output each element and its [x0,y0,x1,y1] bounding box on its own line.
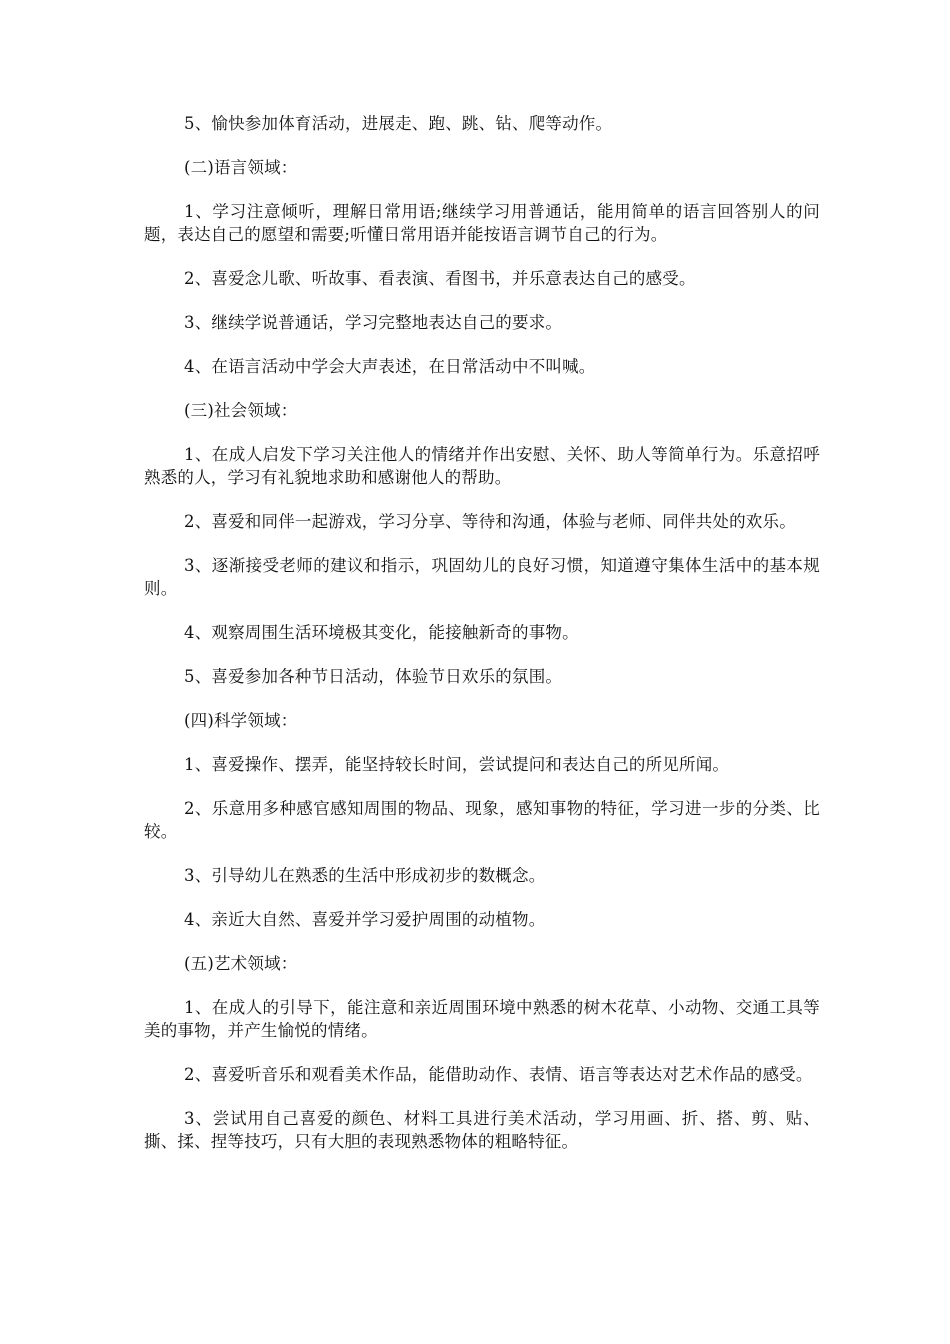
paragraph-social-item-1: 1、在成人启发下学习关注他人的情绪并作出安慰、关怀、助人等简单行为。乐意招呼熟悉的人，学习有礼貌地求助和感谢他人的帮助。 [144,445,820,487]
paragraph-art-item-3: 3、尝试用自己喜爱的颜色、材料工具进行美术活动，学习用画、折、搭、剪、贴、撕、揉、捏等技巧，只有大胆的表现熟悉物体的粗略特征。 [144,1109,820,1151]
section-heading-language: (二)语言领域： [184,158,298,177]
paragraph-pe-item-5: 5、愉快参加体育活动，进展走、跑、跳、钻、爬等动作。 [184,114,613,133]
paragraph-language-item-3: 3、继续学说普通话，学习完整地表达自己的要求。 [184,313,563,332]
paragraph-science-item-3: 3、引导幼儿在熟悉的生活中形成初步的数概念。 [184,866,546,885]
section-heading-science: (四)科学领域： [184,711,298,730]
paragraph-science-item-1: 1、喜爱操作、摆弄，能坚持较长时间，尝试提问和表达自己的所见所闻。 [184,755,730,774]
paragraph-language-item-2: 2、喜爱念儿歌、听故事、看表演、看图书，并乐意表达自己的感受。 [184,269,696,288]
paragraph-social-item-5: 5、喜爱参加各种节日活动，体验节日欢乐的氛围。 [184,667,563,686]
paragraph-art-item-1: 1、在成人的引导下，能注意和亲近周围环境中熟悉的树木花草、小动物、交通工具等美的事物，并产生愉悦的情绪。 [144,998,820,1040]
paragraph-social-item-4: 4、观察周围生活环境极其变化，能接触新奇的事物。 [184,623,579,642]
paragraph-language-item-4: 4、在语言活动中学会大声表述，在日常活动中不叫喊。 [184,357,596,376]
paragraph-language-item-1: 1、学习注意倾听，理解日常用语;继续学习用普通话，能用简单的语言回答别人的问题，表达自己的愿望和需要;听懂日常用语并能按语言调节自己的行为。 [144,202,820,244]
section-heading-social: (三)社会领域： [184,401,298,420]
paragraph-social-item-3: 3、逐渐接受老师的建议和指示，巩固幼儿的良好习惯，知道遵守集体生活中的基本规则。 [144,556,820,598]
paragraph-social-item-2: 2、喜爱和同伴一起游戏，学习分享、等待和沟通，体验与老师、同伴共处的欢乐。 [184,512,796,531]
paragraph-art-item-2: 2、喜爱听音乐和观看美术作品，能借助动作、表情、语言等表达对艺术作品的感受。 [184,1065,813,1084]
paragraph-science-item-2: 2、乐意用多种感官感知周围的物品、现象，感知事物的特征，学习进一步的分类、比较。 [144,799,820,841]
document-body [144,112,820,1174]
section-heading-art: (五)艺术领域： [184,954,298,973]
paragraph-science-item-4: 4、亲近大自然、喜爱并学习爱护周围的动植物。 [184,910,546,929]
